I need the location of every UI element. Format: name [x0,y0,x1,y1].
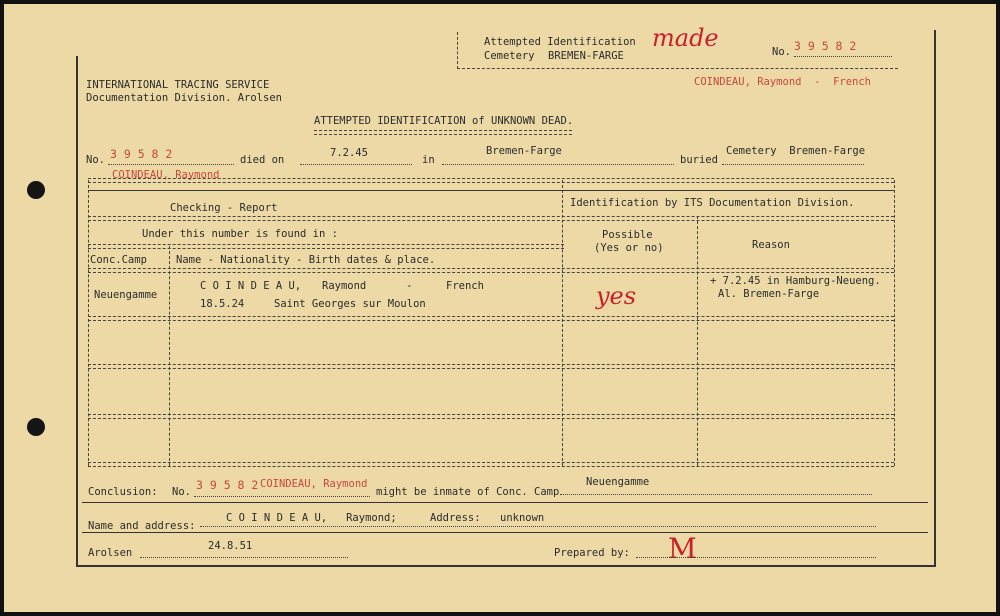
row-surname: C O I N D E A U, [200,280,302,292]
header-box-cemetery-label: Cemetery [484,50,535,62]
in-label: in [422,154,435,166]
table-row-line-3 [88,414,894,419]
conclusion-label: Conclusion: [88,486,158,498]
identification-header: Identification by ITS Documentation Division. [570,197,855,209]
table-right-border [894,180,895,466]
record-no-label: No. [86,154,105,166]
record-no-value: 3 9 5 8 2 [110,147,173,161]
row-camp: Neuengamme [94,289,158,301]
possible-header-2: (Yes or no) [594,242,664,254]
table-bottom-line [88,462,894,467]
name-address-label: Name and address: [88,520,196,532]
table-line-under-number [88,244,564,249]
punch-hole-top [27,181,45,199]
frame-bottom [76,565,936,567]
name-address-dots [200,526,876,527]
org-line1: INTERNATIONAL TRACING SERVICE [86,79,270,91]
frame-left [76,56,78,566]
row-dash: - [406,280,413,292]
conclusion-no-value: 3 9 5 8 2 [196,478,259,492]
conclusion-camp-dots [560,494,872,495]
row-possible-yes: yes [596,282,637,310]
footer-date-dots [140,557,348,558]
prepared-by-dots [636,557,876,558]
address-label: Address: [430,512,481,524]
punch-hole-bottom [27,418,45,436]
frame-right [934,30,936,566]
table-col-sep-name [169,246,170,466]
table-col-sep-reason [697,216,698,466]
table-line-under-top [88,190,894,191]
reason-header: Reason [752,239,790,251]
address-value: unknown [500,512,545,524]
table-line-under-cols [88,268,894,273]
header-no-label: No. [772,46,791,58]
header-box-line1: Attempted Identification [484,36,636,48]
record-name-red: COINDEAU, Raymond [112,169,220,181]
conclusion-separator [82,502,928,503]
buried-dots [722,164,864,165]
possible-header-1: Possible [602,229,653,241]
table-row-line-1 [88,316,894,321]
table-line-under-checking [88,216,894,221]
row-birth-date: 18.5.24 [200,298,245,310]
died-on-label: died on [240,154,285,166]
name-address-name: C O I N D E A U, Raymond; [226,512,397,524]
record-no-dots [108,164,234,165]
table-col-sep-ident [562,180,563,466]
died-on-value: 7.2.45 [330,147,368,159]
table-row-line-2 [88,364,894,369]
under-number-header: Under this number is found in : [142,228,338,240]
conclusion-camp: Neuengamme [586,476,650,488]
page-title: ATTEMPTED IDENTIFICATION of UNKNOWN DEAD. [314,115,574,127]
row-firstname: Raymond [322,280,367,292]
row-reason-line2: Al. Bremen-Farge [718,288,820,300]
handwritten-made: made [652,24,719,52]
conclusion-text: might be inmate of Conc. Camp [376,486,560,498]
table-top-line [88,178,894,183]
table-left-border [88,180,89,466]
header-box-cemetery-value: BREMEN-FARGE [548,50,624,62]
col-name-nationality: Name - Nationality - Birth dates & place. [176,254,436,266]
name-address-separator [82,532,928,533]
row-nationality: French [446,280,484,292]
conclusion-no-dots [194,496,370,497]
title-underline [314,130,572,135]
conclusion-name-red: COINDEAU, Raymond [260,478,368,490]
died-on-dots [300,164,412,165]
footer-date: 24.8.51 [208,540,253,552]
in-dots [442,164,674,165]
footer-place: Arolsen [88,547,133,559]
buried-value: Cemetery Bremen-Farge [726,145,866,157]
row-birth-place: Saint Georges sur Moulon [274,298,426,310]
header-name-right: COINDEAU, Raymond - French [694,76,872,88]
header-no-value: 3 9 5 8 2 [794,39,857,53]
header-no-dots [794,56,892,57]
buried-label: buried [680,154,718,166]
signature: M [668,532,697,565]
checking-report-header: Checking - Report [170,202,278,214]
in-value: Bremen-Farge [486,145,562,157]
row-reason-line1: + 7.2.45 in Hamburg-Neueng. [710,275,881,287]
conclusion-no-label: No. [172,486,191,498]
tracing-card [4,4,996,612]
col-conc-camp: Conc.Camp [90,254,147,266]
org-line2: Documentation Division. Arolsen [86,92,282,104]
prepared-by-label: Prepared by: [554,547,630,559]
